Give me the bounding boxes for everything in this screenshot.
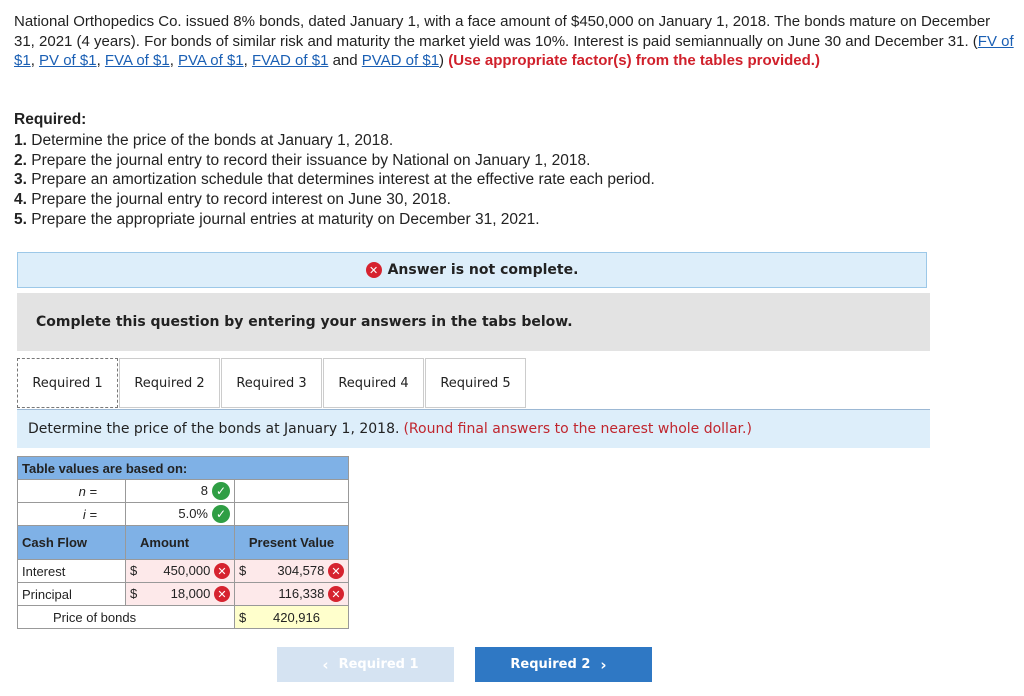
instructions-text: Complete this question by entering your answers in the tabs below. [36,314,573,330]
required-item: 3. Prepare an amortization schedule that determines interest at the effective rate each period. [14,171,655,189]
answer-status-text: Answer is not complete. [387,262,579,278]
answer-status-banner [17,252,927,288]
interest-amount-cell: $ 450,000 ✕ [126,560,235,583]
i-cell [126,503,235,526]
tab-bar [17,358,527,410]
n-cell [126,480,235,503]
fvad-link[interactable]: FVAD of $1 [251,52,329,69]
principal-pv-input[interactable]: 116,338 [278,585,325,601]
interest-amount-input[interactable]: 450,000 [163,562,211,578]
required-list [14,131,655,230]
principal-pv-cell [235,583,349,606]
chevron-right-icon: › [600,655,607,674]
n-label: n = [18,480,126,503]
x-circle-icon: ✕ [328,586,344,602]
tab-required-5[interactable]: Required 5 [425,358,526,408]
prev-label: Required 1 [338,657,419,672]
check-icon: ✓ [212,505,230,523]
n-input[interactable]: 8 [200,483,208,498]
amount-header: Amount [126,526,235,560]
fva-link[interactable]: FVA of $1 [104,52,170,69]
prev-button[interactable] [277,647,454,682]
problem-statement: National Orthopedics Co. issued 8% bonds, dated January 1, with a face amount of $450,000 on January 1, 2018. The bonds mature on December 31, 2021 (4 years). For bonds of similar risk and maturity the market yield was 10%. Interest is paid semiannually on June 30 and December 31. (FV of $1, PV of $1, FVA of $1, PVA of $1, FVAD of $1 and PVAD of $1) (Use appropriate factor(s) from the tables provided.) [14,13,1014,69]
i-label: i = [18,503,126,526]
x-circle-icon: ✕ [214,563,230,579]
required-item: 4. Prepare the journal entry to record interest on June 30, 2018. [14,191,451,209]
instructions-panel [17,293,930,351]
question-text: Determine the price of the bonds at January 1, 2018. [28,421,400,437]
problem-intro: National Orthopedics Co. issued 8% bonds, dated January 1, with a face amount of $450,000 on January 1, 2018. The bonds mature on December 31, 2021 (4 years). For bonds of similar risk and maturity the market yield was 10%. Interest is paid semiannually on June 30 and December 31. ( [14,13,991,50]
pva-link[interactable]: PVA of $1 [178,52,244,69]
next-label: Required 2 [510,657,591,672]
interest-pv-input[interactable]: 304,578 [277,562,325,578]
tab-required-1[interactable]: Required 1 [17,358,118,408]
price-label: Price of bonds [18,606,235,629]
principal-amount-cell: $ 18,000 ✕ [126,583,235,606]
required-item: 1. Determine the price of the bonds at January 1, 2018. [14,132,394,149]
interest-pv-cell: $ 304,578 ✕ [235,560,349,583]
price-cell: $ 420,916 [235,606,349,629]
empty-cell [235,480,349,503]
problem-instruction: (Use appropriate factor(s) from the tables provided.) [448,52,820,69]
x-circle-icon: ✕ [328,563,344,579]
close-paren: ) [439,52,445,69]
and-text: and [332,52,358,69]
required-title: Required: [14,111,87,128]
x-circle-icon: ✕ [366,262,382,278]
interest-label: Interest [18,560,126,583]
x-circle-icon: ✕ [214,586,230,602]
pv-link[interactable]: PV of $1 [39,52,97,69]
check-icon: ✓ [212,482,230,500]
cash-flow-header: Cash Flow [18,526,126,560]
principal-amount-input[interactable]: 18,000 [170,585,211,601]
required-item: 5. Prepare the appropriate journal entries at maturity on December 31, 2021. [14,210,540,228]
principal-label: Principal [18,583,126,606]
pv-header: Present Value [235,526,349,560]
tab-required-3[interactable]: Required 3 [221,358,322,408]
i-input[interactable]: 5.0% [178,506,208,521]
tab-required-4[interactable]: Required 4 [323,358,424,408]
chevron-left-icon: ‹ [322,655,329,674]
table-based-on-label: Table values are based on: [18,457,349,480]
pvad-link[interactable]: PVAD of $1 [361,52,440,69]
tab-required-2[interactable]: Required 2 [119,358,220,408]
fv-link[interactable]: FV of $1 [14,32,1014,69]
bond-price-table [17,456,349,629]
empty-cell [235,503,349,526]
required-item: 2. Prepare the journal entry to record their issuance by National on January 1, 2018. [14,151,591,169]
price-value: 420,916 [273,609,320,625]
question-note: (Round final answers to the nearest whole dollar.) [403,421,752,437]
question-prompt [17,410,930,448]
next-button[interactable] [475,647,652,682]
